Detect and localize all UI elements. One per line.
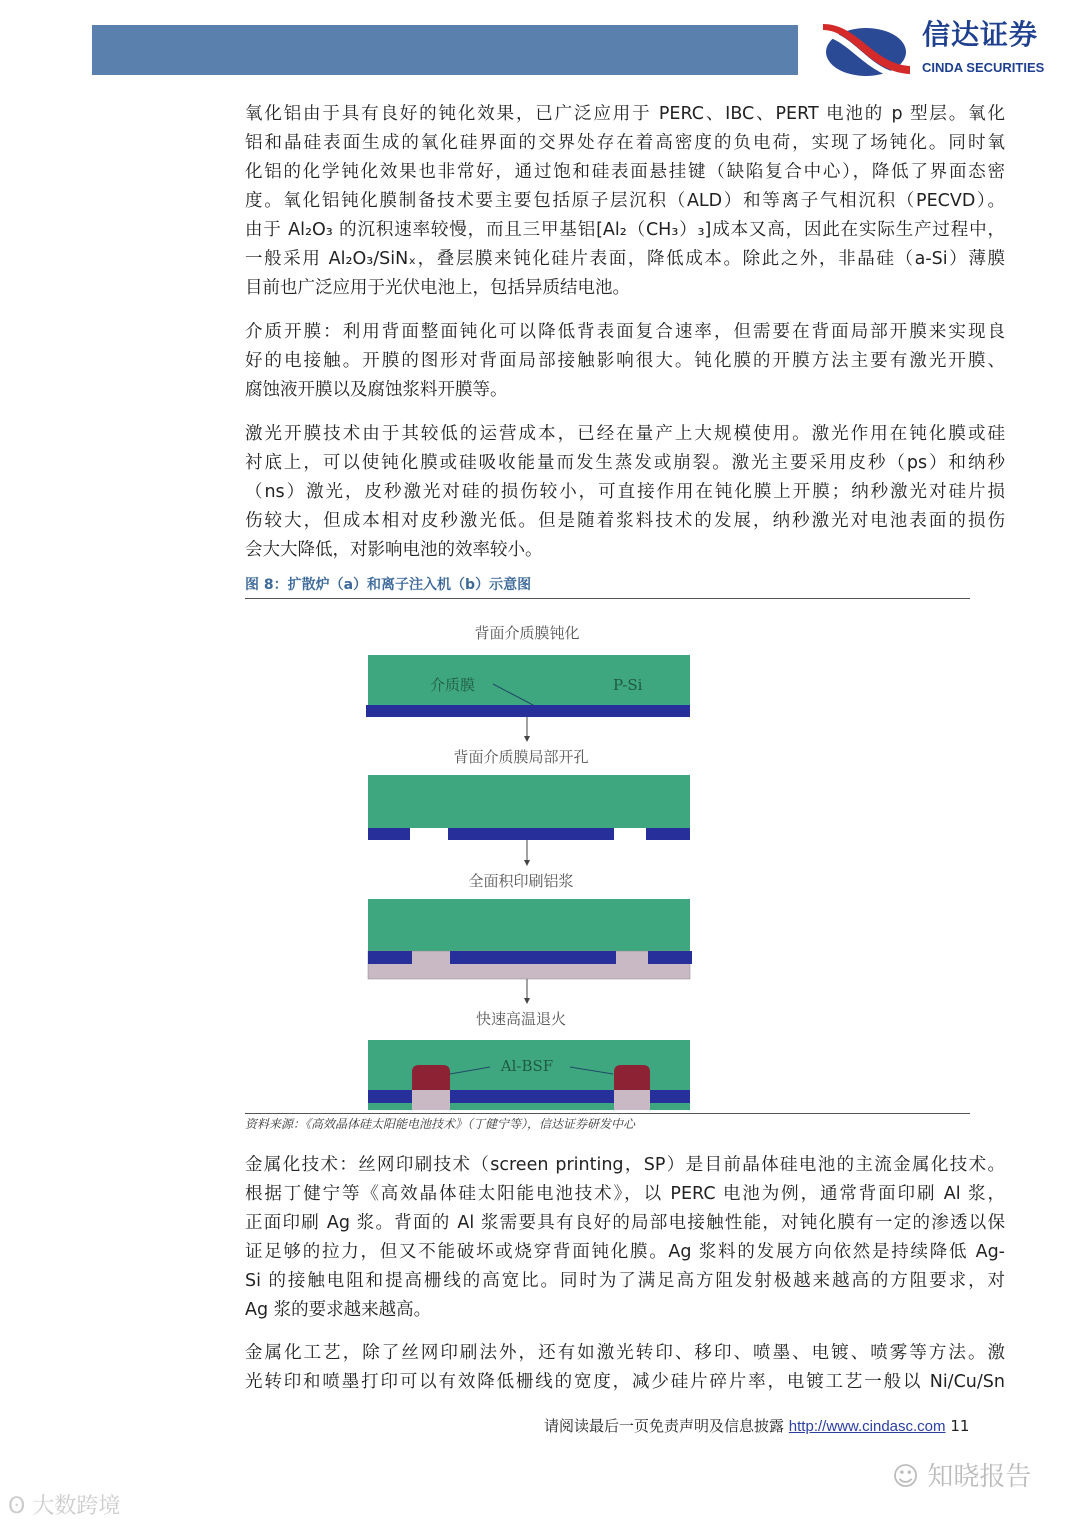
paragraph-alumina [245, 100, 1005, 303]
text-line: 好的电接触。开膜的图形对背面局部接触影响很大。钝化膜的开膜方法主要有激光开膜、 [245, 351, 1005, 371]
text-line: 衬底上，可以使钝化膜或硅吸收能量而发生蒸发或崩裂。激光主要采用皮秒（ps）和纳秒 [245, 453, 1005, 473]
disclaimer-text: 请阅读最后一页免责声明及信息披露 [544, 1417, 785, 1435]
footer [544, 1416, 969, 1437]
watermark-logo-icon: ʘ [8, 1494, 26, 1519]
silicon-layer [368, 899, 690, 951]
bsf-label: Al-BSF [500, 1057, 554, 1075]
dielectric-film [448, 828, 614, 840]
dielectric-film [366, 705, 690, 717]
text-line: 介质开膜：利用背面整面钝化可以降低背表面复合速率，但需要在背面局部开膜来实现良 [245, 322, 1005, 342]
text-line: 激光开膜技术由于其较低的运营成本，已经在量产上大规模使用。激光作用在钝化膜或硅 [245, 424, 1005, 444]
aluminum-contact [614, 1090, 650, 1110]
figure-caption: 图 8：扩散炉（a）和离子注入机（b）示意图 [245, 577, 532, 593]
wechat-watermark [892, 1462, 1031, 1492]
dielectric-film [450, 951, 616, 964]
cinda-logo [818, 18, 1080, 82]
text-line: 证足够的拉力，但又不能破坏或烧穿背面钝化膜。Ag 浆料的发展方向依然是持续降低 Ag- [245, 1242, 1005, 1262]
text-line: 金属化技术：丝网印刷技术（screen printing，SP）是目前晶体硅电池的主流金属化技术。 [245, 1155, 1005, 1175]
text-line: Ag 浆的要求越来越高。 [245, 1300, 432, 1320]
text-line: 目前也广泛应用于光伏电池上，包括异质结电池。 [245, 278, 630, 298]
dielectric-film [648, 951, 692, 964]
step-title: 背面介质膜钝化 [474, 624, 580, 642]
dielectric-film [368, 828, 410, 840]
text-line: 度。氧化铝钝化膜制备技术要主要包括原子层沉积（ALD）和等离子气相沉积（PECVD）。 [245, 191, 1005, 211]
dielectric-film [368, 951, 412, 964]
psi-label: P-Si [613, 676, 643, 694]
arrow-head [524, 998, 530, 1004]
arrow-head [524, 860, 530, 866]
cinda-logo-icon [818, 18, 913, 80]
logo-en: CINDA SECURITIES [922, 60, 1045, 75]
paragraph-metallization [245, 1151, 1005, 1325]
text-line: 化铝的化学钝化效果也非常好，通过饱和硅表面悬挂键（缺陷复合中心），降低了界面态密 [245, 162, 1005, 182]
silicon-layer [368, 775, 690, 828]
dielectric-film [646, 828, 690, 840]
text-line: 铝和晶硅表面生成的氧化硅界面的交界处存在着高密度的负电荷，实现了场钝化。同时氧 [245, 133, 1005, 153]
text-line: 金属化工艺，除了丝网印刷法外，还有如激光转印、移印、喷墨、电镀、喷雾等方法。激 [245, 1343, 1005, 1363]
source-rule [245, 1113, 970, 1114]
arrow-head [524, 736, 530, 742]
page-number: 11 [950, 1417, 970, 1435]
watermark-text: 大数跨境 [32, 1494, 121, 1519]
figure-source: 资料来源：《高效晶体硅太阳能电池技术》（丁健宁等），信达证券研发中心 [245, 1117, 636, 1131]
step-title: 快速高温退火 [475, 1010, 567, 1028]
text-line: 由于 Al₂O₃ 的沉积速率较慢，而且三甲基铝[Al₂（CH₃）₃]成本又高，因此在实际生产过程中， [245, 220, 1005, 240]
text-line: 正面印刷 Ag 浆。背面的 Al 浆需要具有良好的局部电接触性能，对钝化膜有一定的渗透以保 [245, 1213, 1005, 1233]
text-line: 会大大降低，对影响电池的效率较小。 [245, 540, 543, 560]
text-line: 根据丁健宁等《高效晶体硅太阳能电池技术》，以 PERC 电池为例，通常背面印刷 Al 浆， [245, 1184, 1005, 1204]
paragraph-laser-opening [245, 420, 1005, 565]
text-line: 一般采用 Al₂O₃/SiNₓ，叠层膜来钝化硅片表面，降低成本。除此之外，非晶硅（a-Si）薄膜 [245, 249, 1005, 269]
bsf-region [412, 1065, 450, 1090]
aluminum-contact [412, 1090, 450, 1110]
process-diagram [355, 612, 705, 1112]
text-line: （ns）激光，皮秒激光对硅的损伤较小，可直接作用在钝化膜上开膜；纳秒激光对硅片损 [245, 482, 1005, 502]
paragraph-metallization-process [245, 1339, 1005, 1397]
caption-rule [245, 598, 970, 599]
corner-watermark [8, 1494, 120, 1520]
bsf-region [614, 1065, 650, 1090]
step-title: 背面介质膜局部开孔 [453, 748, 589, 766]
film-label: 介质膜 [430, 676, 476, 694]
paragraph-dielectric-opening [245, 318, 1005, 405]
text-line: 氧化铝由于具有良好的钝化效果，已广泛应用于 PERC、IBC、PERT 电池的 p 型层。氧化 [245, 104, 1005, 124]
step-title: 全面积印刷铝浆 [468, 872, 574, 890]
text-line: 光转印和喷墨打印可以有效降低栅线的宽度，减少硅片碎片率，电镀工艺一般以 Ni/Cu/Sn [245, 1372, 1005, 1392]
header-bar [92, 25, 798, 75]
text-line: 伤较大，但成本相对皮秒激光低。但是随着浆料技术的发展，纳秒激光对电池表面的损伤 [245, 511, 1005, 531]
wechat-icon: ☺ [892, 1462, 920, 1492]
text-line: Si 的接触电阻和提高栅线的高宽比。同时为了满足高方阻发射极越来越高的方阻要求，对 [245, 1271, 1005, 1291]
website-link[interactable]: http://www.cindasc.com [788, 1418, 946, 1435]
text-line: 腐蚀液开膜以及腐蚀浆料开膜等。 [245, 380, 508, 400]
watermark-text: 知晓报告 [927, 1462, 1032, 1492]
logo-cn: 信达证券 [922, 18, 1039, 51]
